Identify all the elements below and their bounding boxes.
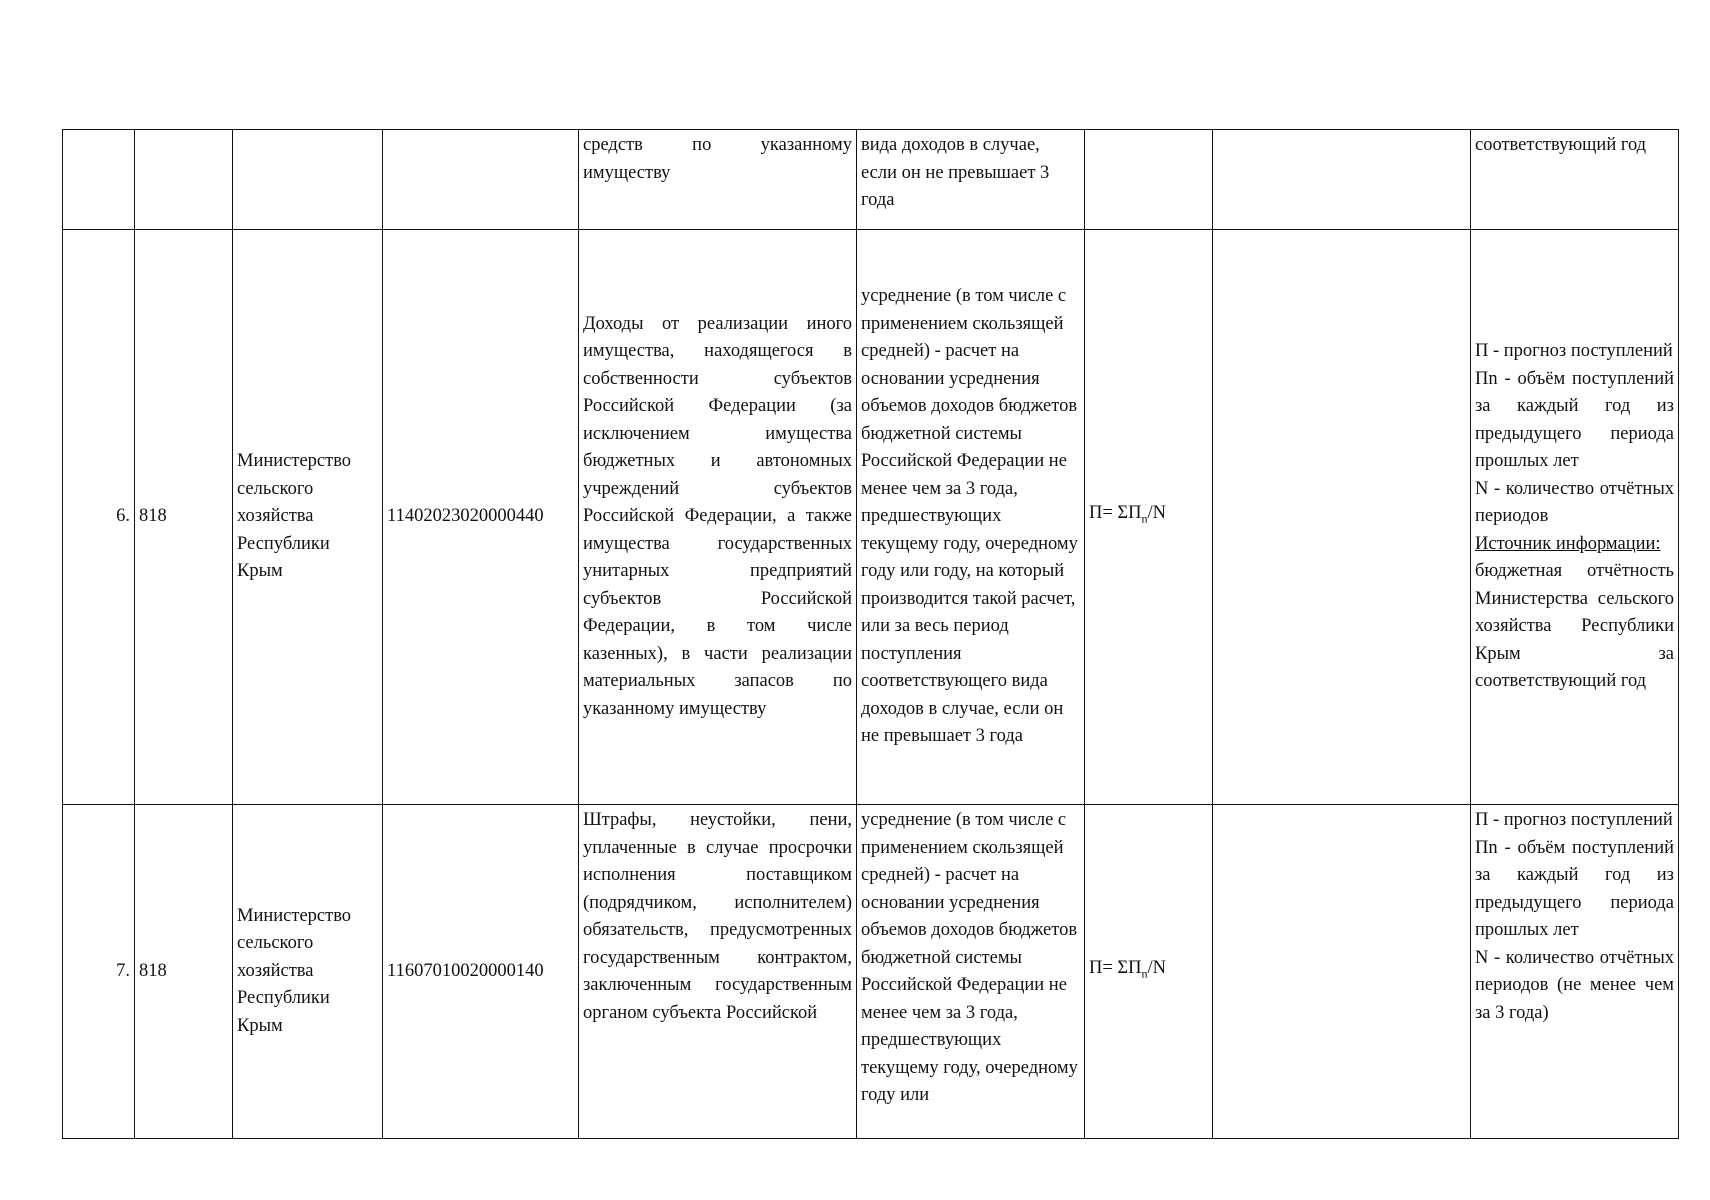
formula-main: П= ΣП	[1089, 503, 1142, 524]
administrator-cell: Министерство сельского хозяйства Республики Крым	[233, 230, 383, 805]
empty-cell	[1213, 805, 1471, 1139]
formula-cell	[1085, 130, 1213, 230]
revenue-name-cell: Штрафы, неустойки, пени, уплаченные в случае просрочки исполнения поставщиком (подрядчиком, исполнителем) обязательств, предусмотренных государственным контрактом, заключенным государственным органом субъекта Российской	[579, 805, 857, 1139]
algorithm-count-def: N - количество отчётных периодов (не менее чем за 3 года)	[1475, 947, 1674, 1023]
formula-end: /N	[1147, 957, 1167, 978]
administrator-cell	[233, 130, 383, 230]
algorithm-forecast-def: П - прогноз поступлений	[1475, 341, 1673, 362]
revenue-forecast-table	[62, 129, 1679, 1139]
empty-cell	[1213, 230, 1471, 805]
row-number-cell	[63, 130, 135, 230]
revenue-name-cell: Доходы от реализации иного имущества, находящегося в собственности субъектов Российской Федерации (за исключением имущества бюджетных и автономных учреждений субъектов Российской Федерации, а также имущества государственных унитарных предприятий субъектов Российской Федерации, в том числе казенных), в части реализации материальных запасов по указанному имуществу	[579, 230, 857, 805]
algorithm-cell	[1471, 230, 1679, 805]
kbk-code-cell	[383, 130, 579, 230]
row-number-cell: 6.	[63, 230, 135, 805]
algorithm-volume-def: Пn - объём поступлений за каждый год из предыдущего периода прошлых лет	[1475, 837, 1674, 940]
calculation-method-cell: вида доходов в случае, если он не превышает 3 года	[857, 130, 1085, 230]
algorithm-volume-def: Пn - объём поступлений за каждый год из предыдущего периода прошлых лет	[1475, 368, 1674, 472]
kbk-code-cell: 11607010020000140	[383, 805, 579, 1139]
admin-code-cell	[135, 130, 233, 230]
formula-main: П= ΣП	[1089, 957, 1142, 978]
formula-cell	[1085, 805, 1213, 1139]
table-row	[63, 230, 1679, 805]
algorithm-cell	[1471, 805, 1679, 1139]
source-label: Источник информации:	[1475, 533, 1661, 554]
algorithm-forecast-def: П - прогноз поступлений	[1475, 810, 1673, 830]
admin-code-cell: 818	[135, 805, 233, 1139]
administrator-cell: Министерство сельского хозяйства Республики Крым	[233, 805, 383, 1139]
empty-cell	[1213, 130, 1471, 230]
table-row	[63, 805, 1679, 1139]
calculation-method-cell: усреднение (в том числе с применением скользящей средней) - расчет на основании усреднения объемов доходов бюджетов бюджетной системы Российской Федерации не менее чем за 3 года, предшествующих текущему году, очередному году или году, на который производится такой расчет, или за весь период поступления соответствующего вида доходов в случае, если он не превышает 3 года	[857, 230, 1085, 805]
formula-subscript: n	[1141, 966, 1148, 981]
kbk-code-cell: 11402023020000440	[383, 230, 579, 805]
revenue-name-cell: средств по указанному имуществу	[579, 130, 857, 230]
formula-end: /N	[1147, 503, 1167, 524]
formula-subscript: n	[1141, 512, 1148, 527]
calculation-method-cell: усреднение (в том числе с применением скользящей средней) - расчет на основании усреднения объемов доходов бюджетов бюджетной системы Российской Федерации не менее чем за 3 года, предшествующих текущему году, очередному году или	[857, 805, 1085, 1139]
row-number-cell: 7.	[63, 805, 135, 1139]
admin-code-cell: 818	[135, 230, 233, 805]
source-text: бюджетная отчётность Министерства сельского хозяйства Республики Крым за соответствующий год	[1475, 561, 1674, 692]
table-row	[63, 130, 1679, 230]
formula-cell	[1085, 230, 1213, 805]
algorithm-cell: соответствующий год	[1471, 130, 1679, 230]
algorithm-count-def: N - количество отчётных периодов	[1475, 478, 1674, 527]
